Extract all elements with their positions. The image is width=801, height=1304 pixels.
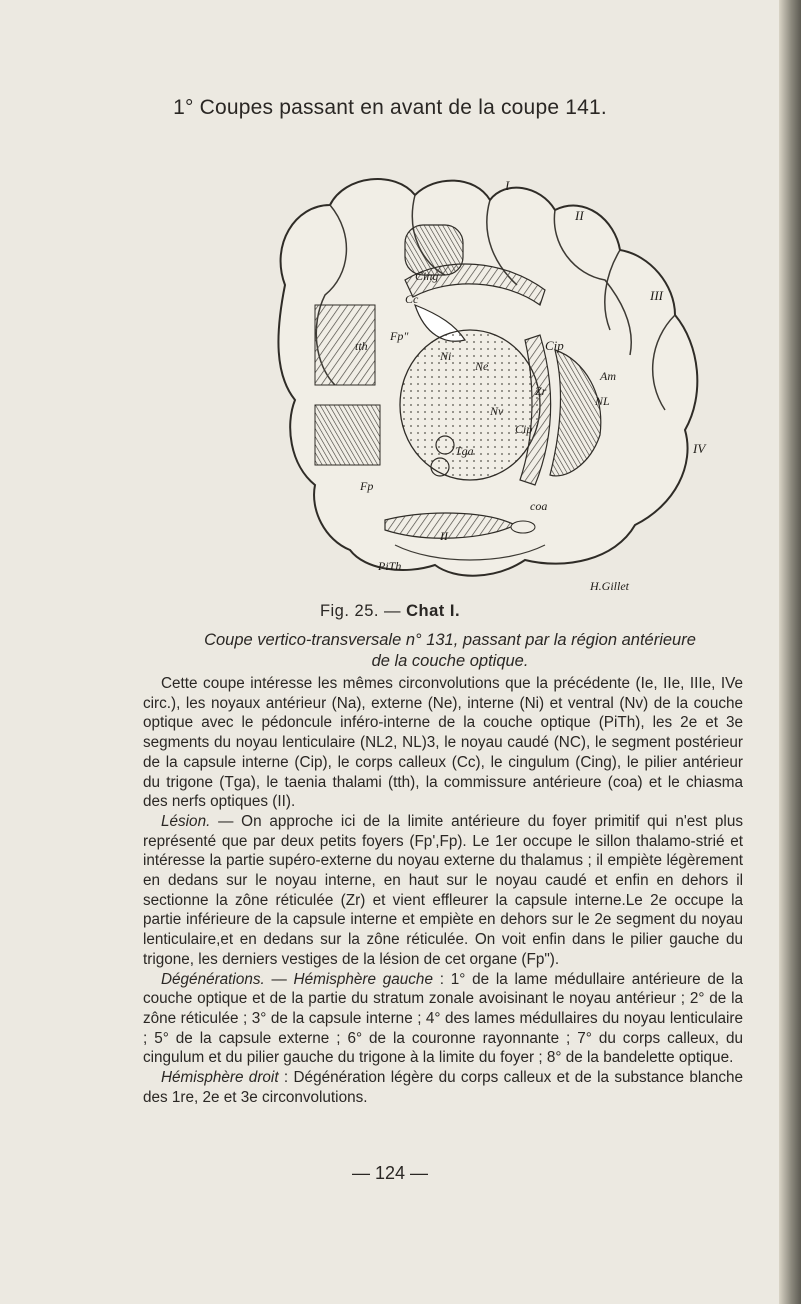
intro-paragraph: Cette coupe intéresse les mêmes circonvolutions que la précédente (Ie, IIe, IIIe, IVe circ.), les noyaux antérieur (Na), externe (Ne), interne (Ni) et ventral (Nv) de la couche optique avec le pédoncule inféro-interne de la couche optique (PiTh), les 2e et 3e segments du noyau lenticulaire (NL2, NL)3, le noyau caudé (NC), le segment postérieur de la capsule interne (Cip), le corps calleux (Cc), le cingulum (Cing), le pilier antérieur du trigone (Tga), le taenia thalami (tth), la commissure antérieure (coa) et le chiasma des nerfs optiques (II). (143, 675, 743, 811)
label-Tga: Tga (455, 444, 474, 458)
label-Cip-top: Cip (545, 338, 564, 353)
label-II-chiasma: II (440, 529, 448, 543)
label-Ne: Ne (475, 359, 489, 373)
figure-subcaption (150, 630, 750, 672)
label-PiTh: PiTh (378, 559, 402, 573)
label-Ni: Ni (440, 349, 452, 363)
label-Cing: Cing (415, 269, 439, 283)
degeneration-dash: — (264, 970, 294, 988)
subcaption-line-2: de la couche optique. (371, 652, 529, 670)
lesion-text: — On approche ici de la limite antérieure du foyer primitif qui n'est plus représenté que par deux petits foyers (Fp',Fp). Le 1er occupe le sillon thalamo-strié et intéresse la partie supéro-externe du noyau externe du thalamus ; il empiète légèrement en dedans sur le noyau interne, en haut sur le noyau caudé et enfin en dehors il sectionne la zône réticulée (Zr) et vient effleurer la capsule interne.Le 2e occupe la partie inférieure de la capsule interne et empiète en dehors sur le 2e segment du noyau lenticulaire,et en dedans sur la zône réticulée. On voit enfin dans le pilier gauche du trigone, les derniers vestiges de la lésion de cet organe (Fp"). (143, 812, 743, 968)
page-edge-shadow (779, 0, 801, 1304)
left-hemisphere-text: : 1° de la lame médullaire antérieure de la couche optique et de la partie du stratum zonale avoisinant le noyau antérieur ; 2° de la zône réticulée ; 3° de la capsule interne ; 4° des lames médullaires du noyau lenticulaire ; 5° de la capsule externe ; 6° de la couronne rayonnante ; 7° du corps calleux, du cingulum et du pilier gauche du trigone à la limite du foyer ; 8° de la bandelette optique. (143, 970, 744, 1067)
lesion-label: Lésion. (161, 812, 211, 830)
label-II: II (575, 208, 584, 223)
label-tth: tth (355, 339, 368, 353)
label-Cc: Cc (405, 292, 419, 306)
label-IV: IV (693, 441, 706, 456)
label-Zr: Zr (535, 384, 547, 398)
right-hemisphere-label: Hémisphère droit (161, 1069, 279, 1087)
page-number: — 124 — (351, 1163, 429, 1183)
label-Fp: Fp (360, 479, 374, 493)
degeneration-label: Dégénérations. (161, 970, 265, 988)
label-Coa: coa (530, 499, 548, 513)
right-hemisphere-paragraph (143, 1068, 743, 1107)
label-Am: Am (600, 369, 616, 383)
label-Nv: Nv (490, 404, 504, 418)
right-hemisphere-text: : Dégénération légère du corps calleux et de la substance blanche des 1re, 2e et 3e circonvolutions. (143, 1069, 743, 1106)
label-Cip-mid: Cip (515, 422, 533, 436)
brain-section-figure (255, 165, 715, 595)
label-I: I (505, 178, 510, 193)
label-signature: H.Gillet (590, 579, 629, 593)
figure-caption (0, 602, 780, 621)
page-header: 1° Coupes passant en avant de la coupe 141. (173, 96, 607, 119)
figure-caption-title: Chat I. (406, 602, 461, 620)
figure-caption-prefix: Fig. 25. — (319, 602, 407, 620)
degeneration-paragraph (143, 970, 743, 1069)
label-Fp2: Fp" (390, 329, 409, 343)
left-hemisphere-label: Hémisphère gauche (293, 970, 433, 988)
body-text (143, 674, 743, 1107)
brain-section-drawing (255, 165, 715, 595)
lesion-paragraph (143, 812, 743, 970)
label-III: III (650, 288, 663, 303)
subcaption-line-1: Coupe vertico-transversale n° 131, passant par la région antérieure (204, 631, 696, 649)
label-NL: NL (595, 394, 610, 408)
